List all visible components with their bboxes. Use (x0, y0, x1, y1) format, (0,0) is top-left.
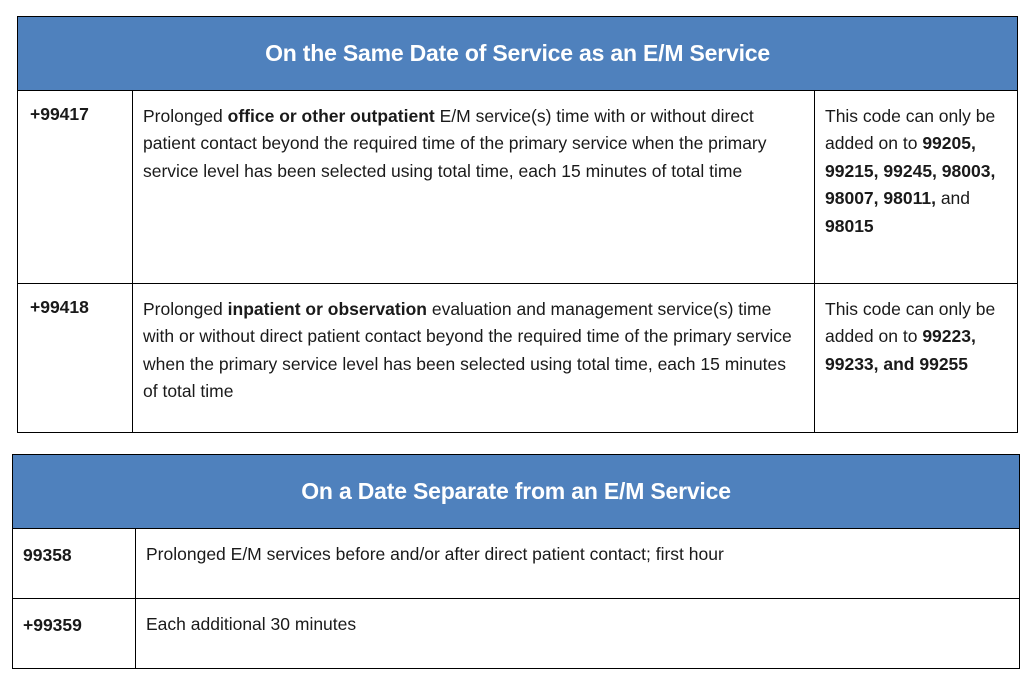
table-row (18, 91, 1018, 284)
code-text: +99417 (30, 104, 89, 124)
code-text: 99358 (23, 545, 72, 565)
separate-date-table-title: On a Date Separate from an E/M Service (13, 455, 1020, 529)
note-text: This code can only be added on to (825, 106, 996, 154)
description-bold-text: office or other outpatient (227, 106, 435, 126)
same-date-table-title: On the Same Date of Service as an E/M Service (18, 17, 1018, 91)
description-cell (136, 599, 1020, 669)
note-cell (815, 284, 1018, 433)
table-row (13, 599, 1020, 669)
description-cell (133, 91, 815, 284)
description-text: Each additional 30 minutes (146, 614, 357, 634)
note-codes: 99223, 99233, and 99255 (825, 326, 976, 374)
description-text: E/M service(s) time with or without direct patient contact beyond the required time of the primary service when the primary service level has been selected using total time, each 15 minutes of total time (143, 106, 767, 181)
table-row (18, 284, 1018, 433)
code-cell (18, 284, 133, 433)
description-cell (136, 529, 1020, 599)
note-codes: 98015 (825, 215, 874, 236)
note-cell (815, 91, 1018, 284)
description-bold-text: inpatient or observation (227, 299, 427, 319)
description-text: Prolonged (143, 106, 228, 126)
table-row (13, 529, 1020, 599)
same-date-table (17, 16, 1018, 433)
description-text: evaluation and management service(s) time with or without direct patient contact beyond the required time of the primary service when the primary service level has been selected using total time, each 15 minutes of total time (143, 299, 792, 402)
code-cell (13, 529, 136, 599)
description-cell (133, 284, 815, 433)
description-text: Prolonged E/M services before and/or after direct patient contact; first hour (146, 544, 724, 564)
note-text: and (935, 188, 971, 209)
description-text: Prolonged (143, 299, 228, 319)
code-text: +99418 (30, 297, 89, 317)
separate-date-table (12, 454, 1020, 669)
code-cell (13, 599, 136, 669)
note-text: This code can only be added on to (825, 299, 996, 347)
note-codes: 99205, 99215, 99245, 98003, 98007, 98011, (825, 133, 996, 209)
code-cell (18, 91, 133, 284)
code-text: +99359 (23, 615, 82, 635)
